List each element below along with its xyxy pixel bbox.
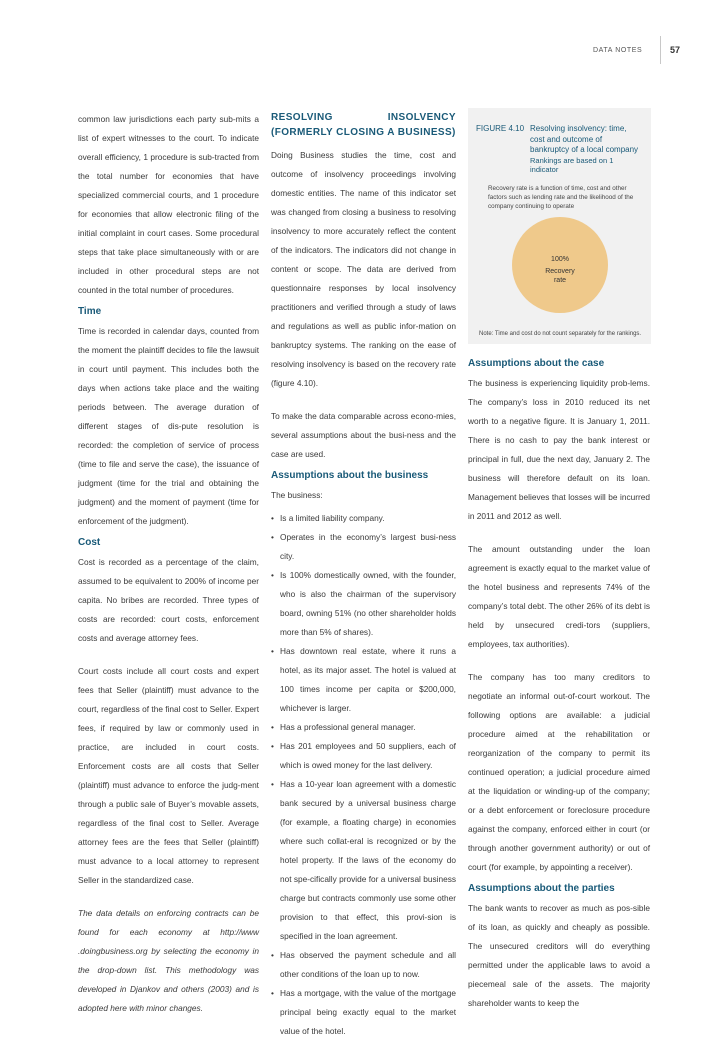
figure-description: Recovery rate is a function of time, cost and other factors such as lending rate and the likelihood of the company continuing to operate (488, 185, 634, 210)
paragraph: Doing Business studies the time, cost and outcome of insolvency proceedings involving domestic entities. The name of this indicator set was changed from closing a business to resolving insolvency to more accurately reflect the content of the indicators. The indicators did not change in content or scope. The data are derived from questionnaire responses by local insolvency practitioners and verified through a study of laws and regulations as well as public infor-mation on bankruptcy systems. The ranking on the ease of resolving insolvency is based on the recovery rate (figure 4.10). (271, 150, 456, 388)
list-intro: The business: (271, 490, 323, 500)
pie-slice-recovery-rate (512, 217, 608, 313)
pie-value-label: 100% (551, 256, 569, 263)
spacer (78, 652, 259, 662)
list-item: • Has 201 employees and 50 suppliers, each of which is owed money for the last delivery. (271, 737, 456, 775)
paragraph: Time is recorded in calendar days, counted from the moment the plaintiff decides to file the lawsuit in court until payment. This includes both the days when actions take place and the waiting periods between. The average duration of different stages of dis-pute resolution is recorded: the completion of service of process (time to file and serve the case), the issuance of judgment (time for the trial and obtaining the judgment) and the moment of payment (time for enforcement of the judgment). (78, 326, 259, 526)
recovery-rate-pie (468, 108, 651, 344)
paragraph: The business is experiencing liquidity prob-lems. The company’s loss in 2010 reduced its net worth to a negative figure. It is January 1, 2011. There is no cash to pay the bank interest or principal in full, due the next day, January 2. The business will therefore default on its loan. Management believes that losses will be incurred in 2011 and 2012 as well. (468, 378, 650, 521)
business-assumptions-list (271, 509, 456, 1041)
spacer (271, 397, 456, 407)
list-item: • Is 100% domestically owned, with the founder, who is also the chairman of the supervisory board, owning 51% (no other shareholder holds more than 5% of shares). (271, 566, 456, 642)
list-item: • Has observed the payment schedule and all other conditions of the loan up to now. (271, 946, 456, 984)
list-item: • Has downtown real estate, where it runs a hotel, as its major asset. The hotel is valued at 100 times income per capita or $200,000, whichever is larger. (271, 642, 456, 718)
list-item: • Has a 10-year loan agreement with a domestic bank secured by a universal business charge (for example, a floating charge) in economies where such collat-eral is recognized or by the hotel property. If the laws of the economy do not spe-cifically provide for a universal business charge but contracts commonly use some other provision to that effect, this provi-sion is specified in the loan agreement. (271, 775, 456, 946)
pie-category-label: rate (553, 277, 567, 284)
figure-subtitle: Rankings are based on 1 indicator (530, 156, 614, 174)
column-left (78, 110, 259, 1022)
spacer (78, 894, 259, 904)
running-header-label: DATA NOTES (593, 47, 643, 54)
pie-category-label: Recovery (545, 268, 575, 275)
heading-time: Time (78, 306, 102, 317)
heading-assumptions-parties: Assumptions about the parties (468, 883, 615, 894)
page-number: 57 (670, 45, 681, 55)
column-right (468, 352, 650, 1017)
paragraph: The bank wants to recover as much as pos-sible of its loan, as quickly and cheaply as possible. The unsecured creditors will do everything permitted under the applicable laws to avoid a piecemeal sale of the assets. The majority shareholder wants to keep the (468, 903, 650, 1008)
spacer (468, 658, 650, 668)
figure-4-10 (468, 108, 651, 344)
heading-assumptions-case: Assumptions about the case (468, 358, 605, 369)
list-item: • Has a mortgage, with the value of the mortgage principal being exactly equal to the market value of the hotel. (271, 984, 456, 1041)
paragraph: Cost is recorded as a percentage of the claim, assumed to be equivalent to 200% of income per capita. No bribes are recorded. Three types of costs are recorded: court costs, enforcement costs and average attorney fees. (78, 557, 259, 643)
figure-note: Note: Time and cost do not count separately for the rankings. (479, 331, 642, 337)
paragraph: common law jurisdictions each party sub-mits a list of expert witnesses to the court. To indicate overall efficiency, 1 procedure is sub-tracted from the total number for economies that have specialized commercial courts, and 1 procedure for economies that allow electronic filing of the initial complaint in court cases. Some procedural steps that take place simultaneously with or are included in other procedural steps are not counted in the total number of procedures. (78, 114, 259, 295)
section-heading-resolving-insolvency: RESOLVING INSOLVENCY (FORMERLY CLOSING A BUSINESS) (271, 112, 456, 138)
paragraph: Court costs include all court costs and expert fees that Seller (plaintiff) must advance to the court, regardless of the final cost to Seller. Expert fees, if required by law or commonly used in practice, are included in court costs. Enforcement costs are all costs that Seller (plaintiff) must advance to enforce the judg-ment through a public sale of Buyer’s movable assets, regardless of the final cost to Seller. Average attorney fees are the fees that Seller (plaintiff) must advance to a local attorney to represent Seller in the standardized case. (78, 666, 259, 885)
figure-title: Resolving insolvency: time, cost and outcome of bankruptcy of a local company (530, 124, 639, 154)
list-item: • Has a professional general manager. (271, 718, 456, 737)
paragraph: To make the data comparable across econo-mies, several assumptions about the busi-ness and the case are used. (271, 411, 456, 459)
paragraph: The amount outstanding under the loan agreement is exactly equal to the market value of the hotel business and represents 74% of the company’s total debt. The other 26% of its debt is held by unsecured credi-tors (suppliers, employees, tax authorities). (468, 544, 650, 649)
heading-assumptions-business: Assumptions about the business (271, 470, 429, 481)
list-item: • Operates in the economy’s largest busi-ness city. (271, 528, 456, 566)
header-divider (660, 36, 661, 64)
figure-number: FIGURE 4.10 (476, 124, 525, 133)
column-middle (271, 110, 456, 1045)
heading-cost: Cost (78, 537, 101, 548)
methodology-note: The data details on enforcing contracts can be found for each economy at http://www .doingbusiness.org by selecting the economy in the drop-down list. This methodology was developed in Djankov and others (2003) and is adopted here with minor changes. (78, 908, 259, 1013)
paragraph: The company has too many creditors to negotiate an informal out-of-court workout. The following options are available: a judicial procedure aimed at the rehabilitation or reorganization of the company to permit its continued operation; a judicial procedure aimed at the liquidation or winding-up of the company; or a debt enforcement or foreclosure procedure against the company, enforced either in court (or through another government authority) or out of court (for example, by appointing a receiver). (468, 672, 650, 872)
list-item: • Is a limited liability company. (271, 509, 456, 528)
spacer (468, 530, 650, 540)
